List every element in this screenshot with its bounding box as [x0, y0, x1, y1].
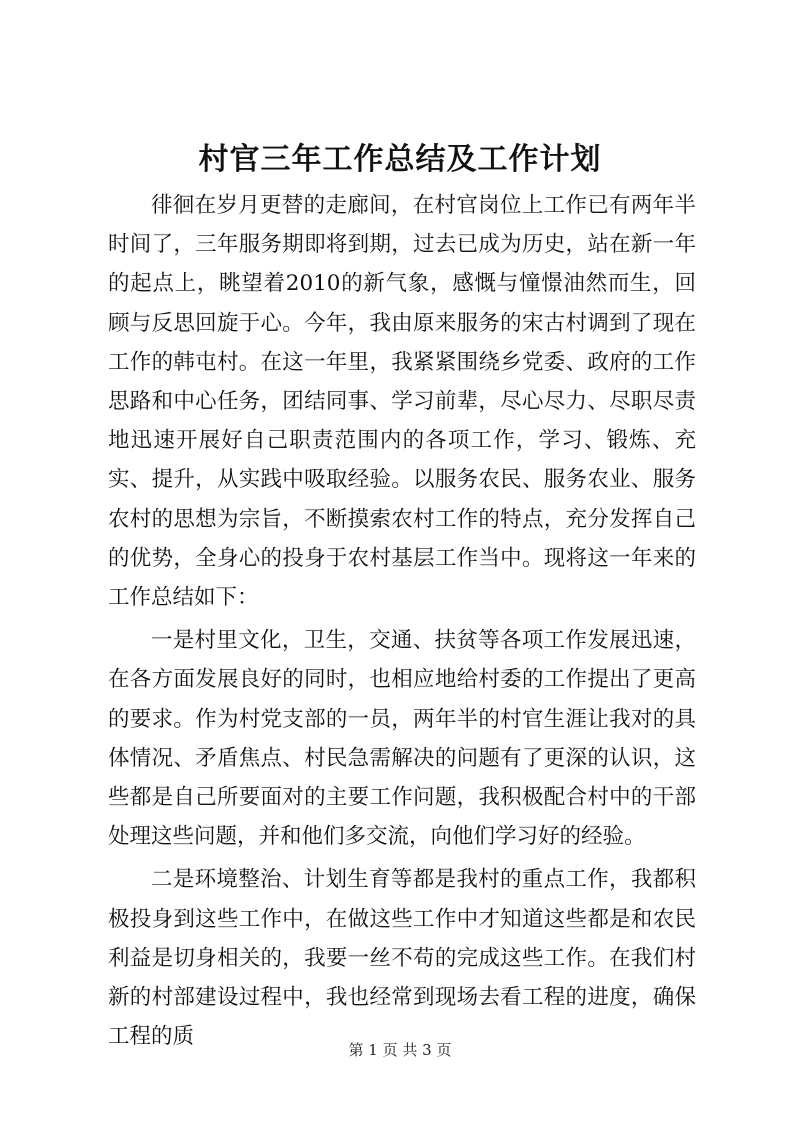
paragraph-intro: 徘徊在岁月更替的走廊间，在村官岗位上工作已有两年半时间了，三年服务期即将到期，过去已成为历史，站在新一年的起点上，眺望着2010的新气象，感慨与憧憬油然而生，回顾与反思回旋于心。今年，我由原来服务的宋古村调到了现在工作的韩屯村。在这一年里，我紧紧围绕乡党委、政府的工作思路和中心任务，团结同事、学习前辈，尽心尽力、尽职尽责地迅速开展好自己职责范围内的各项工作，学习、锻炼、充实、提升，从实践中吸取经验。以服务农民、服务农业、服务农村的思想为宗旨，不断摸索农村工作的特点，充分发挥自己的优势，全身心的投身于农村基层工作当中。现将这一年来的工作总结如下：: [108, 193, 696, 611]
page-footer: 第 1 页 共 3 页: [348, 1041, 452, 1059]
paragraph-item-two: 二是环境整治、计划生育等都是我村的重点工作，我都积极投身到这些工作中，在做这些工作中才知道这些都是和农民利益是切身相关的，我要一丝不苟的完成这些工作。在我们村新的村部建设过程中，我也经常到现场去看工程的进度，确保工程的质: [108, 867, 696, 1050]
paragraph-item-one: 一是村里文化，卫生，交通、扶贫等各项工作发展迅速，在各方面发展良好的同时，也相应地给村委的工作提出了更高的要求。作为村党支部的一员，两年半的村官生涯让我对的具体情况、矛盾焦点、村民急需解决的问题有了更深的认识，这些都是自己所要面对的主要工作问题，我积极配合村中的干部处理这些问题，并和他们多交流，向他们学习好的经验。: [108, 628, 696, 850]
page-title: 村官三年工作总结及工作计划: [198, 142, 602, 177]
document-body: [108, 186, 696, 1060]
